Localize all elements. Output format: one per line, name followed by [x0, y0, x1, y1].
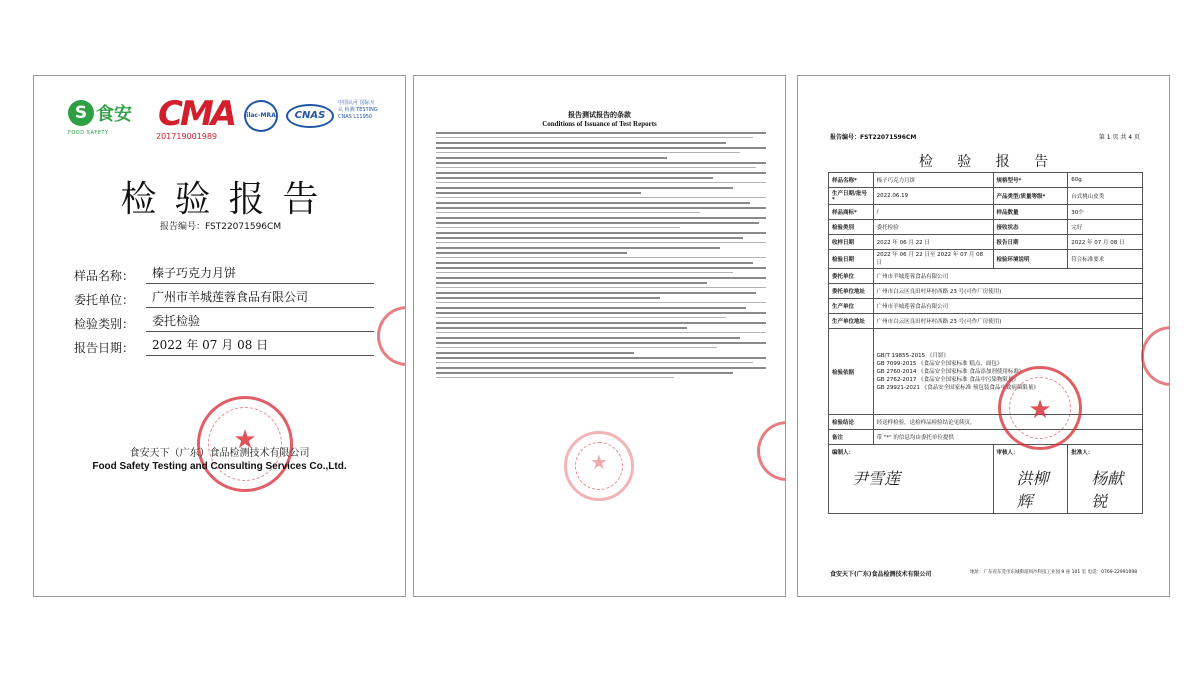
text-line	[436, 247, 720, 249]
text-line	[436, 332, 766, 333]
table-value: 2022 年 07 月 08 日	[1068, 235, 1143, 250]
text-line	[436, 237, 743, 239]
table-value: /	[873, 205, 993, 220]
cover-field-value: 广州市羊城莲蓉食品有限公司	[146, 288, 374, 308]
table-row	[829, 314, 1143, 329]
text-line	[436, 322, 766, 324]
table-row	[829, 188, 1143, 205]
food-safety-logo-subtext: FOOD SAFETY	[68, 130, 109, 136]
text-line	[436, 232, 766, 234]
table-row	[829, 299, 1143, 314]
conditions-title-en: Conditions of Issuance of Test Reports	[542, 120, 657, 128]
text-line	[436, 197, 766, 198]
signature-label: 编制人：	[832, 450, 855, 456]
table-row	[829, 430, 1143, 445]
text-line	[436, 192, 641, 194]
text-line	[436, 272, 733, 273]
text-line	[436, 227, 680, 228]
text-line	[436, 187, 733, 189]
text-line	[436, 352, 634, 354]
table-key: 样品商标*	[829, 205, 874, 220]
conditions-page	[413, 75, 786, 597]
text-line	[436, 367, 766, 369]
text-line	[436, 252, 627, 254]
official-seal-icon	[998, 366, 1082, 450]
table-row	[829, 250, 1143, 269]
text-line	[436, 262, 753, 264]
report-header	[830, 132, 1140, 141]
table-value: 符合标准要求	[1068, 250, 1143, 269]
table-value: 台式桃山皮类	[1068, 188, 1143, 205]
text-line	[436, 337, 740, 339]
report-footer	[830, 569, 1140, 578]
text-line	[436, 142, 726, 144]
cover-field-value: 榛子巧克力月饼	[146, 264, 374, 284]
signature-image: 尹雪莲	[852, 469, 901, 488]
signature-label: 审核人：	[996, 450, 1019, 456]
table-key: 委托单位地址	[829, 284, 874, 299]
text-line	[436, 157, 667, 159]
text-line	[436, 302, 766, 303]
cover-field-label: 检验类别：	[74, 317, 135, 331]
text-line	[436, 362, 753, 363]
text-line	[436, 342, 766, 344]
cover-field-row	[74, 334, 374, 356]
table-key: 产品类型/质量等级*	[993, 188, 1068, 205]
table-row	[829, 415, 1143, 430]
text-line	[436, 212, 700, 213]
text-line	[436, 202, 750, 204]
text-line	[436, 292, 756, 294]
table-key: 委托单位	[829, 269, 874, 284]
basis-item: GB 2762-2017 《食品安全国家标准 食品中污染物限量》	[876, 376, 1019, 383]
text-line	[436, 147, 766, 149]
table-key: 检验日期	[829, 250, 874, 269]
food-safety-logo-text: 食安	[96, 104, 132, 125]
table-key: 收样日期	[829, 235, 874, 250]
table-value: 广州市羊城莲蓉食品有限公司	[873, 269, 1142, 284]
faint-seal-icon	[564, 431, 634, 501]
accreditation-logos	[64, 94, 384, 148]
report-detail-page	[797, 75, 1170, 597]
table-row	[829, 269, 1143, 284]
cma-logo-icon: CMA	[158, 94, 235, 134]
table-key: 备注	[829, 430, 874, 445]
text-line	[436, 177, 713, 179]
cover-fields	[74, 262, 374, 358]
cnas-logo-caption: 中国认可 国际互认 检测 TESTING CNAS L11950	[338, 100, 378, 120]
basis-item: GB 29921-2021 《食品安全国家标准 预包装食品中致病菌限量》	[876, 384, 1039, 391]
text-line	[436, 152, 740, 153]
text-line	[436, 167, 756, 168]
basis-item: GB/T 19855-2015 《月饼》	[876, 352, 949, 359]
table-key: 检验结论	[829, 415, 874, 430]
cnas-logo-icon: CNAS	[286, 104, 334, 128]
text-line	[436, 207, 766, 209]
text-line	[436, 257, 766, 258]
ilac-mra-logo-icon: ilac-MRA	[244, 100, 278, 132]
food-safety-logo-icon: S	[68, 100, 94, 126]
text-line	[436, 347, 717, 348]
table-key: 样品名称*	[829, 173, 874, 188]
table-key: 检验类别	[829, 220, 874, 235]
table-key: 生产日期/批号*	[829, 188, 874, 205]
table-key: 检验环境说明	[993, 250, 1068, 269]
cover-field-row	[74, 310, 374, 332]
company-name-cn: 食安天下（广东）食品检测技术有限公司	[129, 448, 310, 459]
table-value: 带 "*" 的信息均由委托单位提供	[873, 430, 1142, 445]
edge-seal-icon	[1141, 326, 1170, 386]
text-line	[436, 282, 707, 284]
text-line	[436, 377, 674, 378]
cover-field-label: 报告日期：	[74, 341, 135, 355]
text-line	[436, 172, 766, 174]
table-value: 60g	[1068, 173, 1143, 188]
text-line	[436, 372, 733, 374]
table-row	[829, 220, 1143, 235]
table-value: 委托检验	[873, 220, 993, 235]
signature-cell	[993, 445, 1068, 514]
text-line	[436, 267, 766, 269]
text-line	[436, 182, 766, 183]
report-number: 报告编号：FST22071596CM	[830, 134, 917, 141]
table-row	[829, 329, 1143, 415]
cover-field-value: 2022 年 07 月 08 日	[146, 336, 374, 356]
text-line	[436, 327, 687, 329]
cma-number: 201719001989	[156, 132, 218, 141]
report-title: 检 验 报 告	[918, 154, 1059, 170]
text-line	[436, 307, 746, 309]
table-key: 检验依据	[829, 329, 874, 415]
report-cover-page	[33, 75, 406, 597]
cover-report-number: 报告编号：FST22071596CM	[160, 222, 282, 232]
table-value: 30个	[1068, 205, 1143, 220]
signature-cell	[829, 445, 994, 514]
edge-seal-icon	[377, 306, 406, 366]
table-value: 经送样检验，送检样品检验结论见续页。	[873, 415, 1142, 430]
footer-address: 地址：广东省东莞市东城街道同沙科技工业园 9 座 101 室 电话：0769-22991098	[970, 570, 1138, 575]
cover-field-label: 委托单位：	[74, 293, 135, 307]
company-name-en: Food Safety Testing and Consulting Services Co.,Ltd.	[92, 461, 347, 472]
report-table	[828, 172, 1143, 514]
table-row	[829, 235, 1143, 250]
table-row	[829, 205, 1143, 220]
table-value: 2022 年 06 月 22 日至 2022 年 07 月 08 日	[873, 250, 993, 269]
cover-field-label: 样品名称：	[74, 269, 135, 283]
table-value: 广州市羊城莲蓉食品有限公司	[873, 299, 1142, 314]
signature-cell	[1068, 445, 1143, 514]
text-line	[436, 277, 766, 279]
signature-image: 洪柳辉	[1016, 469, 1049, 511]
table-value: 广州市白云区良田村环村西路 23 号(可作厂房使用)	[873, 284, 1142, 299]
text-line	[436, 162, 766, 164]
cover-field-value: 委托检验	[146, 312, 374, 332]
cover-field-row	[74, 262, 374, 284]
cover-field-row	[74, 286, 374, 308]
footer-company: 食安天下(广东)食品检测技术有限公司	[830, 571, 932, 578]
signature-label: 批准人：	[1071, 450, 1094, 456]
page-info: 第 1 页 共 4 页	[1098, 134, 1140, 141]
signature-image: 杨献锐	[1091, 469, 1124, 511]
basis-item: GB 7099-2015 《食品安全国家标准 糕点、面包》	[876, 360, 1003, 367]
table-key: 报告日期	[993, 235, 1068, 250]
table-row	[829, 284, 1143, 299]
basis-item: GB 2760-2014 《食品安全国家标准 食品添加剂使用标准》	[876, 368, 1025, 375]
table-value: 广州市白云区良田村环村西路 23 号(可作厂房使用)	[873, 314, 1142, 329]
text-line	[436, 297, 660, 299]
text-line	[436, 312, 766, 314]
table-value: 榛子巧克力月饼	[873, 173, 993, 188]
table-key: 规格型号*	[993, 173, 1068, 188]
signature-row	[829, 445, 1143, 514]
table-key: 接收状态	[993, 220, 1068, 235]
table-value: 完好	[1068, 220, 1143, 235]
table-value: 2022 年 06 月 22 日	[873, 235, 993, 250]
edge-seal-icon	[757, 421, 786, 481]
table-row	[829, 173, 1143, 188]
conditions-body-text	[436, 132, 766, 382]
text-line	[436, 217, 766, 219]
table-value: 2022.06.19	[873, 188, 993, 205]
text-line	[436, 137, 753, 138]
text-line	[436, 357, 766, 359]
table-key: 生产单位	[829, 299, 874, 314]
text-line	[436, 132, 766, 134]
text-line	[436, 317, 726, 318]
conditions-title-cn: 报告测试报告的条款	[568, 111, 631, 119]
table-key: 样品数量	[993, 205, 1068, 220]
cover-title: 检验报告	[120, 179, 337, 220]
text-line	[436, 222, 759, 224]
table-key: 生产单位地址	[829, 314, 874, 329]
text-line	[436, 287, 766, 288]
text-line	[436, 242, 766, 243]
